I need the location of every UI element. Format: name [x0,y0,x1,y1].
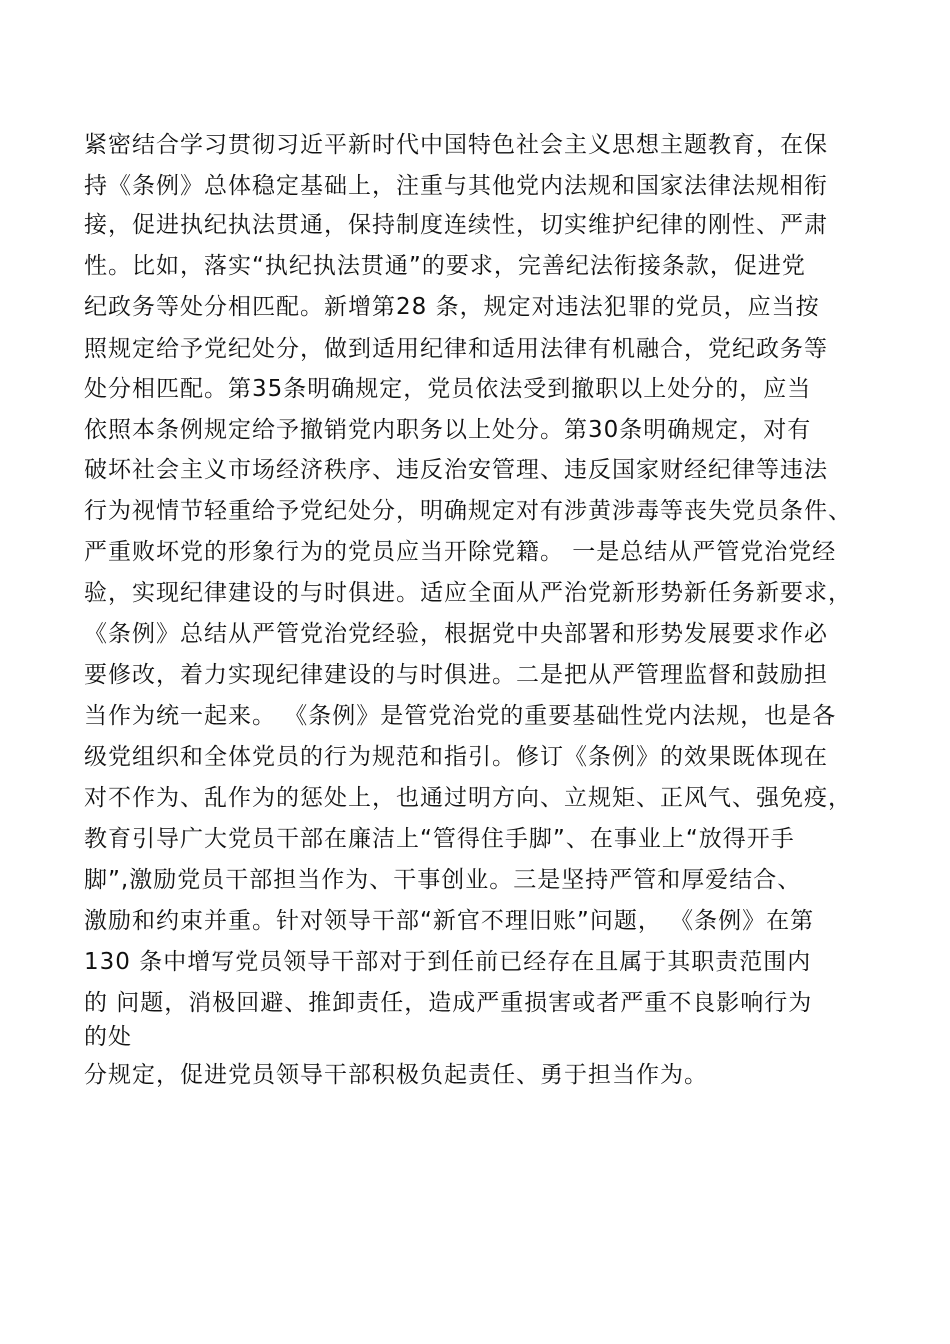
text-line: 处分相匹配。第35条明确规定，党员依法受到撤职以上处分的，应当 [84,376,812,402]
text-line: 教育引导广大党员干部在廉洁上“管得住手脚”、在事业上“放得开手 [84,826,795,852]
text-line: 当作为统一起来。 《条例》是管党治党的重要基础性党内法规，也是各 [84,703,837,729]
text-line: 持《条例》总体稳定基础上，注重与其他党内法规和国家法律法规相衔 [84,173,828,199]
text-line: 《条例》总结从严管党治党经验，根据党中央部署和形势发展要求作必 [84,621,828,647]
text-line: 性。比如，落实“执纪执法贯通”的要求，完善纪法衔接条款，促进党 [84,253,806,279]
text-line: 紧密结合学习贯彻习近平新时代中国特色社会主义思想主题教育，在保 [84,132,828,158]
text-line: 对不作为、乱作为的惩处上，也通过明方向、立规矩、正风气、强免疫， [84,785,852,811]
text-line: 脚”,激励党员干部担当作为、干事创业。三是坚持严管和厚爱结合、 [84,867,802,893]
text-line: 的 问题，消极回避、推卸责任，造成严重损害或者严重不良影响行为 [84,990,813,1016]
text-line: 严重败坏党的形象行为的党员应当开除党籍。 一是总结从严管党治党经 [84,539,837,565]
text-line: 分规定，促进党员领导干部积极负起责任、勇于担当作为。 [84,1062,708,1088]
text-line: 验，实现纪律建设的与时俱进。适应全面从严治党新形势新任务新要求， [84,580,852,606]
text-line: 130 条中增写党员领导干部对于到任前已经存在且属于其职责范围内 [84,949,812,975]
text-line: 破坏社会主义市场经济秩序、违反治安管理、违反国家财经纪律等违法 [84,457,828,483]
text-line: 纪政务等处分相匹配。新增第28 条，规定对违法犯罪的党员，应当按 [84,294,820,320]
text-line: 的处 [84,1024,132,1050]
text-line: 级党组织和全体党员的行为规范和指引。修订《条例》的效果既体现在 [84,744,828,770]
text-line: 行为视情节轻重给予党纪处分，明确规定对有涉黄涉毒等丧失党员条件、 [84,498,852,524]
text-line: 激励和约束并重。针对领导干部“新官不理旧账”问题， 《条例》在第 [84,908,815,934]
text-line: 要修改，着力实现纪律建设的与时俱进。二是把从严管理监督和鼓励担 [84,662,828,688]
text-line: 接，促进执纪执法贯通，保持制度连续性，切实维护纪律的刚性、严肃 [84,212,828,238]
text-line: 照规定给予党纪处分，做到适用纪律和适用法律有机融合，党纪政务等 [84,336,828,362]
text-line: 依照本条例规定给予撤销党内职务以上处分。第30条明确规定，对有 [84,417,812,443]
